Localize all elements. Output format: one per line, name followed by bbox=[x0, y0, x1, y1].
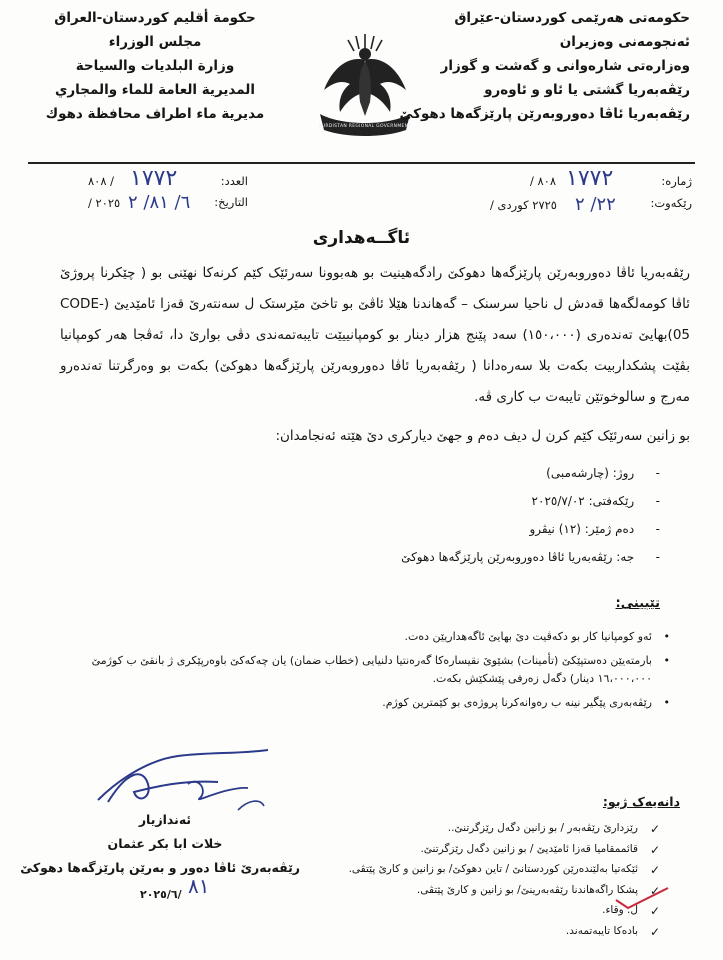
cc-heading: دانەیەک ژبو: bbox=[602, 794, 680, 809]
arabic-header bbox=[40, 12, 270, 132]
arabic-date-value: / ٢٠٢٥ bbox=[88, 196, 121, 210]
schedule-place: جه: رێڤەبەریا ئاڤا دەوروبەرێن پارێزگەها دهوکێ bbox=[401, 550, 635, 564]
kurdish-header-line: رێڤەبەریا گشتی یا ئاو و ئاوەرو bbox=[484, 82, 690, 98]
document-title: ئاگــەهداری bbox=[312, 228, 411, 248]
schedule-day: روژ: (چارشەمبی) bbox=[546, 466, 635, 480]
handwritten-kurdish-date: ٢٢/ ٢ bbox=[575, 194, 616, 215]
kurdish-date-label: رێکەوت: bbox=[650, 196, 692, 210]
list-dash: - bbox=[655, 466, 660, 480]
announcement-paragraph: رێڤەبەریا ئاڤا دەوروبەرێن پارێزگەها دهوکێ رادگەهینیت بو هەبوونا سەرئێک کێم کرنەکا نهێنی بو ( چێکرنا پروژێ ئاڤا کومەلگەها قەدش ل ناحیا سرسنک – گەهاندنا هێلا ئاڤێ بو تاخێ مێرستک ل سەنتەرێ قەزا ئامێدیێ (CODE-05)بهایێ تەندەری (١٥٠،٠٠٠) سەد پێنج هزار دینار بو کومپانییێت تایبەتمەندی دڤی بوارێ دا، ئەڤجا هەر کومپانیا بڤێت پشکداربیت بکەت بلا سەرەدانا ( رێڤەبەریا ئاڤا دەوروبەرێن پارێزگەها دهوکێ) بکەت بو وەرگرتنا تەندەرو مەرج و سالوخوتێن تایبەت ب کاری ڤە. bbox=[60, 265, 690, 405]
kurdish-number-value: / ٨٠٨ bbox=[530, 174, 557, 188]
schedule-list bbox=[280, 466, 660, 578]
check-icon: ✓ bbox=[649, 842, 660, 857]
cc-item bbox=[330, 822, 660, 843]
red-check-mark-icon bbox=[612, 883, 672, 912]
cc-text: رێزدارێ رێڤەبەر / بو زانین دگەل رێزگرتنێ.. bbox=[447, 822, 638, 834]
kurdish-number-label: ژمارە: bbox=[661, 174, 692, 188]
arabic-number-value: ٨٠٨ / bbox=[88, 174, 115, 188]
check-icon: ✓ bbox=[649, 822, 660, 836]
note-text: ئەو کومپانیا کار بو دکەڤیت دێ بهایێ ئاگەهداریێن دەت. bbox=[404, 630, 652, 643]
bullet-icon: • bbox=[663, 696, 670, 709]
cc-list bbox=[330, 822, 660, 945]
kurdish-date-value: / ٢٧٢٥ کوردی bbox=[490, 198, 557, 212]
kurdish-header-line: حکومەتی هەرێمی کوردستان-عێراق bbox=[454, 10, 690, 26]
check-icon: ✓ bbox=[649, 863, 660, 877]
check-icon: ✓ bbox=[649, 904, 660, 918]
list-dash: - bbox=[655, 522, 660, 536]
notes-heading: تێبینی: bbox=[615, 596, 660, 611]
list-dash: - bbox=[655, 550, 660, 564]
schedule-item bbox=[280, 466, 660, 494]
krg-logo bbox=[312, 30, 418, 140]
schedule-item bbox=[280, 522, 660, 550]
schedule-intro: بو زانین سەرئێک کێم کرن ل دیف دەم و جهێ دیارکری دێ هێتە ئەنجامدان: bbox=[275, 428, 690, 444]
signature-block bbox=[20, 812, 300, 884]
signer-name: خلات ابا بكر عثمان bbox=[107, 836, 223, 851]
kurdish-header bbox=[399, 10, 690, 132]
schedule-date: رێکەفتی: ٢٠٢٥/٧/٠٢ bbox=[531, 494, 635, 508]
arabic-number-label: العدد: bbox=[220, 174, 248, 188]
bullet-icon: • bbox=[663, 654, 670, 667]
arabic-header-line: مديرية ماء اطراف محافظة دهوك bbox=[45, 106, 265, 122]
signer-role: ئەندازیار bbox=[138, 812, 192, 827]
check-icon: ✓ bbox=[649, 924, 660, 939]
cc-text: ل. وقاء. bbox=[602, 904, 638, 916]
handwritten-signature-icon bbox=[88, 740, 278, 820]
handwritten-date: ٦/ ٨١/ ٢ bbox=[128, 192, 191, 213]
kurdish-header-line: وەزارەتی شارەوانی و گەشت و گوزار bbox=[440, 58, 690, 74]
notes-list bbox=[60, 628, 670, 712]
arabic-date-label: التاريخ: bbox=[214, 195, 248, 209]
arabic-header-line: المديرية العامة للماء والمجاري bbox=[55, 82, 255, 98]
note-item bbox=[60, 628, 670, 646]
note-item bbox=[60, 694, 670, 712]
signature-date: ٢٠٢٥/٦/ bbox=[140, 888, 182, 901]
header-divider bbox=[28, 162, 695, 164]
arabic-header-line: مجلس الوزراء bbox=[108, 34, 202, 50]
schedule-time: دەم ژمێر: (١٢) نیڤرو bbox=[529, 522, 635, 536]
cc-item bbox=[330, 904, 660, 925]
handwritten-signature-date: ٨١ bbox=[188, 874, 210, 898]
cc-item bbox=[330, 843, 660, 864]
cc-text: پشکا راگەهاندنا رێڤەبەرینێ/ بو زانین و کارێ پێتڤی. bbox=[416, 883, 638, 896]
kurdish-header-line: ئەنجومەنی وەزیران bbox=[559, 34, 690, 50]
note-text: بارمتەیێن دەستپێکێ (تأمينات) بشێوێ نقیسارەکا گەرەنتیا دلنیایی (خطاب ضمان) یان چەکەکێ باوەرپێکری ژ بانقێ ب کوژمێ ١٦،٠٠٠،٠٠٠ دینار) دگەل زەرفی پێشکێش بکەت. bbox=[91, 654, 652, 685]
kurdish-header-line: رێڤەبەریا ئاڤا دەوروبەرێن پارێزگەها دهوکێ bbox=[399, 106, 690, 122]
bullet-icon: • bbox=[663, 630, 670, 643]
cc-item bbox=[330, 925, 660, 946]
handwritten-kurdish-number: ١٧٧٢ bbox=[566, 166, 614, 191]
list-dash: - bbox=[655, 494, 660, 508]
schedule-item bbox=[280, 494, 660, 522]
handwritten-number: ١٧٧٢ bbox=[130, 166, 178, 191]
signer-organization: رێڤەبەرێ ئاڤا دەور و بەرێن پارێزگەها دهوکێ bbox=[20, 860, 300, 875]
logo-caption: KURDISTAN REGIONAL GOVERNMENT bbox=[318, 124, 412, 129]
cc-text: بادەکا تایبەتمەند. bbox=[565, 924, 638, 937]
cc-item bbox=[330, 863, 660, 884]
cc-text: ئێکەتیا بەلێندەرێن کوردستانێ / تاین دهوکێ/ بو زانین و کارێ پێتڤی. bbox=[348, 863, 638, 875]
note-text: رێڤەبەری پێگیر نینە ب رەوانەکرنا پروژەی بو کێمترین کوژم. bbox=[382, 696, 652, 709]
cc-text: قائممقامیا قەزا ئامێدیێ / بو زانین دگەل رێزگرتنێ. bbox=[420, 842, 638, 855]
arabic-header-line: حكومة أقليم كوردستان-العراق bbox=[54, 10, 256, 26]
arabic-header-line: وزارة البلديات والسياحة bbox=[75, 58, 235, 74]
cc-item bbox=[330, 884, 660, 905]
check-icon: ✓ bbox=[649, 883, 660, 898]
note-item bbox=[60, 652, 670, 688]
schedule-item bbox=[280, 550, 660, 578]
